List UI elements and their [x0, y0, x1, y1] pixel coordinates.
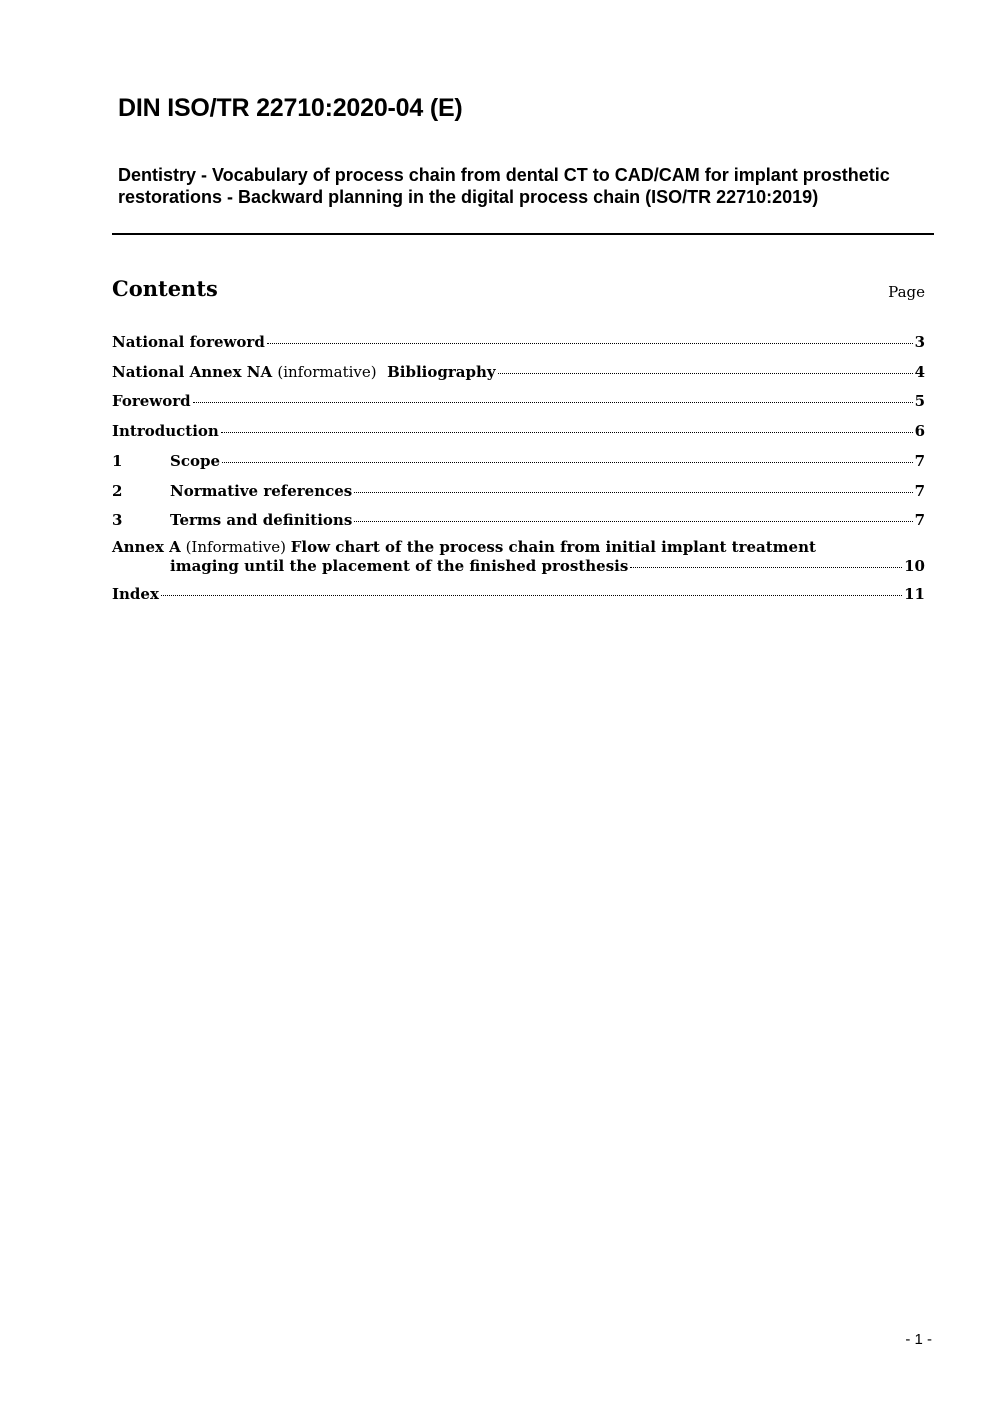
toc-dot-leader — [498, 373, 913, 374]
toc-annex-title: Flow chart of the process chain from initial implant treatment — [290, 537, 816, 556]
toc-entry-foreword[interactable] — [112, 387, 925, 417]
toc-entry-title: Index — [112, 584, 159, 603]
page-number: - 1 - — [905, 1331, 932, 1348]
toc-entry-number: 2 — [112, 481, 123, 500]
document-title: Dentistry - Vocabulary of process chain from dental CT to CAD/CAM for implant prosthetic restorations - Backward planning in the digital process chain (ISO/TR 22710:2019) — [118, 165, 890, 207]
toc-dot-leader — [221, 432, 913, 433]
toc-entry-normative-references[interactable] — [112, 477, 925, 507]
toc-dot-leader — [267, 343, 913, 344]
toc-entry-title-line1 — [112, 538, 925, 557]
toc-entry-title: Scope — [170, 451, 221, 470]
toc-annex-normal: (Informative) — [185, 537, 286, 556]
document-id: DIN ISO/TR 22710:2020-04 (E) — [118, 94, 463, 122]
toc-entry-number: 1 — [112, 451, 123, 470]
toc-entry-title: Introduction — [112, 422, 219, 441]
toc-entry-introduction[interactable] — [112, 417, 925, 447]
toc-dot-leader — [630, 567, 902, 568]
toc-dot-leader — [354, 492, 912, 493]
toc-entry-page: 3 — [914, 333, 925, 351]
toc-entry-title-line2 — [112, 557, 925, 576]
toc-entry-title-normal: (informative) — [277, 362, 377, 381]
toc-entry-page: 7 — [914, 451, 925, 470]
title-divider — [112, 233, 934, 235]
toc-dot-leader — [193, 402, 913, 403]
toc-annex-title-cont: imaging until the placement of the finished prosthesis — [170, 556, 629, 575]
toc-dot-leader — [222, 462, 913, 463]
toc-entry-title-tail: Bibliography — [387, 362, 496, 381]
toc-entry-title: Foreword — [112, 392, 191, 411]
toc-entry-page: 6 — [914, 422, 925, 441]
toc-entry-page: 4 — [914, 362, 925, 381]
toc-entry-scope[interactable] — [112, 447, 925, 477]
toc-entry-title — [112, 358, 496, 388]
toc-dot-leader — [354, 521, 912, 522]
toc-annex-prefix: Annex A — [112, 537, 181, 556]
table-of-contents — [112, 328, 925, 610]
toc-entry-terms-and-definitions[interactable] — [112, 506, 925, 536]
toc-entry-number: 3 — [112, 511, 123, 530]
toc-entry-national-foreword[interactable] — [112, 328, 925, 358]
toc-entry-title-bold: National Annex NA — [112, 362, 273, 381]
contents-heading: Contents — [112, 276, 218, 301]
toc-entry-page: 7 — [914, 481, 925, 500]
toc-entry-page: 10 — [904, 556, 925, 575]
toc-entry-national-annex-na[interactable] — [112, 358, 925, 388]
page-column-label: Page — [888, 283, 925, 301]
toc-entry-page: 11 — [904, 584, 925, 603]
toc-entry-title: Terms and definitions — [170, 511, 353, 530]
toc-dot-leader — [161, 595, 902, 596]
toc-entry-title: Normative references — [170, 481, 353, 500]
toc-entry-page: 5 — [914, 392, 925, 411]
toc-entry-title: National foreword — [112, 333, 265, 351]
toc-entry-page: 7 — [914, 511, 925, 530]
toc-entry-annex-a[interactable] — [112, 536, 925, 580]
toc-entry-index[interactable] — [112, 580, 925, 610]
